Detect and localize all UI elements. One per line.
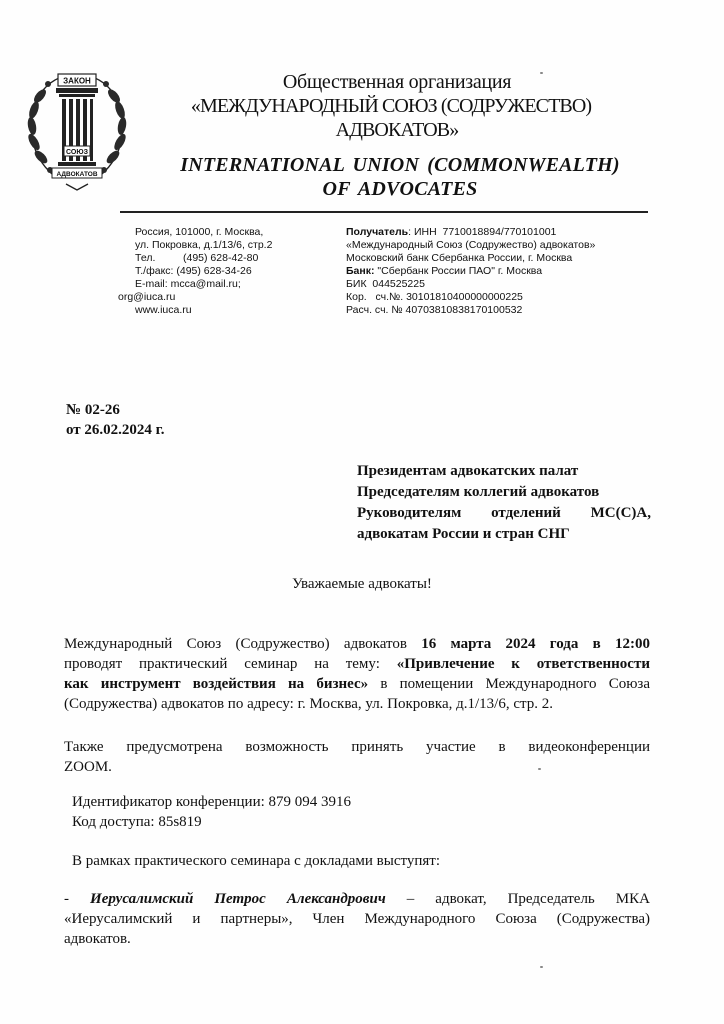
logo-top-text: ЗАКОН: [63, 76, 91, 86]
correspondent-account: Кор. сч.№. 30101810400000000225: [346, 291, 523, 303]
logo-mid-text: СОЮЗ: [66, 149, 88, 156]
email: E-mail: mcca@mail.ru;: [135, 278, 241, 290]
org-name-en-line1: INTERNATIONAL UNION (COMMONWEALTH): [180, 154, 620, 176]
recipient-inn: : ИНН 7710018894/770101001: [408, 226, 557, 238]
phone-value: (495) 628-42-80: [183, 252, 259, 264]
speaker1-name: Иерусалимский Петрос Александрович: [90, 891, 386, 907]
p1-topic-intro: проводят практический семинар на тему:: [64, 656, 397, 672]
bank-name: "Сбербанк России ПАО" г. Москва: [374, 265, 543, 277]
recipient-line-4: адвокатам России и стран СНГ: [357, 526, 570, 542]
speaker1-role: – адвокат, Председатель МКА: [385, 891, 650, 907]
union-logo-emblem: [22, 66, 132, 192]
scan-speck: [538, 768, 541, 770]
speaker1-line3: адвокатов.: [64, 931, 131, 947]
website: www.iuca.ru: [135, 304, 192, 316]
fax: Т./факс: (495) 628-34-26: [135, 265, 252, 277]
bank-branch: Московский банк Сбербанка России, г. Москва: [346, 252, 573, 264]
org-name-en-line2: OF ADVOCATES: [322, 178, 478, 200]
bank-account-name: «Международный Союз (Содружество) адвокатов»: [346, 239, 596, 251]
scan-speck: [540, 966, 543, 968]
p1-line2: [64, 654, 650, 674]
scan-speck: [540, 72, 543, 74]
p1-line3: [64, 674, 650, 694]
org-name-ru-line3: АДВОКАТОВ»: [335, 119, 459, 141]
recipient-line-3: Руководителям отделений МС(С)А,: [357, 505, 651, 521]
recipient-line-2: Председателям коллегий адвокатов: [357, 484, 600, 500]
email-secondary: org@iuca.ru: [118, 291, 176, 303]
recipient-line-1: Президентам адвокатских палат: [357, 463, 579, 479]
bik: БИК 044525225: [346, 278, 425, 290]
speakers-intro: В рамках практического семинара с докладами выступят:: [72, 853, 440, 869]
bank-line: [346, 265, 542, 278]
p2-line1: Также предусмотрена возможность принять участие в видеоконференции: [64, 739, 650, 755]
p1-location-intro: в помещении Международного Союза: [368, 676, 650, 692]
conference-id: Идентификатор конференции: 879 094 3916: [72, 794, 352, 810]
org-name-ru-line1: Общественная организация: [282, 71, 512, 93]
address-line1: Россия, 101000, г. Москва,: [135, 226, 264, 238]
p1-topic-part2: как инструмент воздействия на бизнес»: [64, 676, 369, 692]
speaker1-dash: -: [64, 891, 91, 907]
conference-access-code: Код доступа: 85s819: [72, 814, 202, 830]
recipient-label: Получатель: [346, 226, 409, 238]
document-number: № 02-26: [66, 402, 120, 418]
speaker1-line1: [64, 889, 650, 909]
p1-topic-part1: «Привлечение к ответственности: [396, 656, 650, 672]
p1-organizer: Международный Союз (Содружество) адвокатов: [64, 636, 422, 652]
letterhead-divider: [120, 211, 648, 213]
bank-label: Банк:: [346, 265, 375, 277]
p2-line2: ZOOM.: [64, 759, 112, 775]
p1-line1: [64, 634, 650, 654]
recipient-line: [346, 226, 556, 239]
phone-label: Тел.: [135, 252, 156, 264]
salutation: Уважаемые адвокаты!: [292, 576, 432, 592]
p1-address-line: (Содружества) адвокатов по адресу: г. Москва, ул. Покровка, д.1/13/6, стр. 2.: [64, 696, 553, 712]
settlement-account: Расч. сч. № 40703810838170100532: [346, 304, 523, 316]
org-name-ru-line2: «МЕЖДУНАРОДНЫЙ СОЮЗ (СОДРУЖЕСТВО): [190, 95, 592, 117]
address-line2: ул. Покровка, д.1/13/6, стр.2: [135, 239, 273, 251]
speaker1-line2: «Иерусалимский и партнеры», Член Международного Союза (Содружества): [64, 911, 650, 927]
p1-date-time: 16 марта 2024 года в 12:00: [421, 636, 651, 652]
document-date: от 26.02.2024 г.: [66, 422, 165, 438]
logo-bottom-text: АДВОКАТОВ: [56, 171, 98, 178]
